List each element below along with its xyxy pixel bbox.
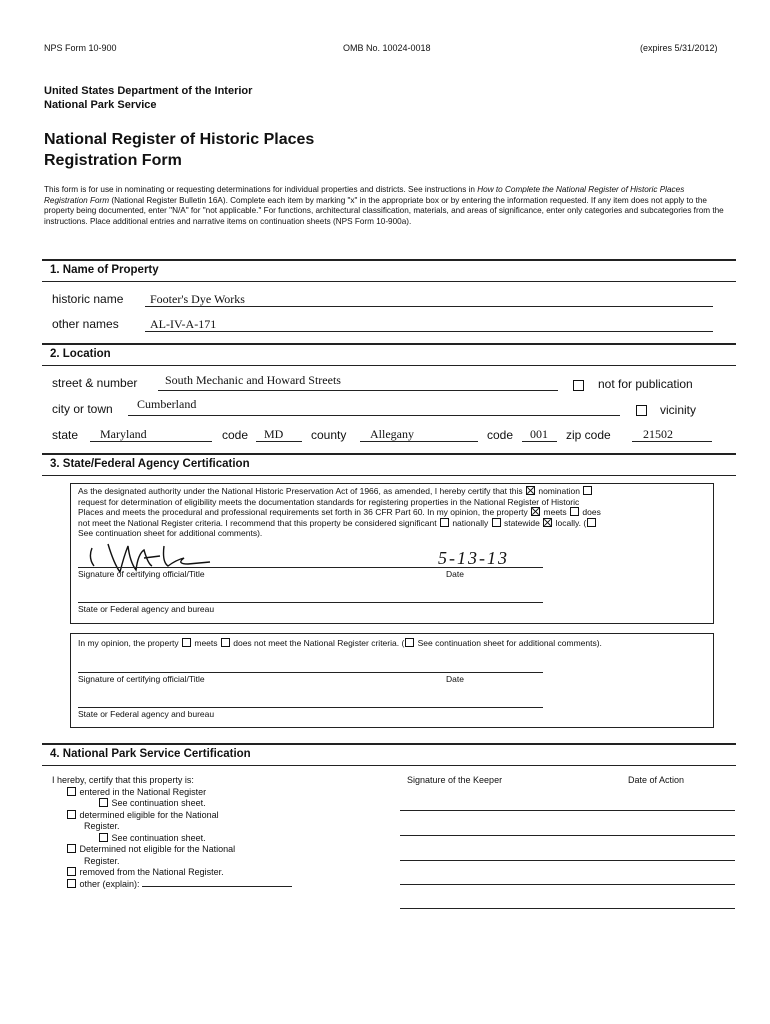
agency-line-1 [78,602,543,603]
section-2-header [42,343,736,366]
cert-text: does [580,507,601,517]
eligible-continuation-checkbox[interactable] [99,833,108,842]
entered-label: entered in the National Register [79,786,207,797]
not-for-publication-label: not for publication [598,377,693,391]
form-title-line2: Registration Form [44,152,182,169]
intro-text-1: This form is for use in nominating or requesting determinations for individual properties and districts. See instructions in [44,185,478,194]
entered-checkbox[interactable] [67,787,76,796]
entered-continuation-label: See continuation sheet. [111,798,206,808]
cert-text: Places and meets the procedural and professional requirements set forth in 36 CFR Part 60. In my opinion, the property [78,507,531,517]
does-not-meet-checkbox[interactable] [570,507,579,516]
determined-eligible-label-2: Register. [84,821,120,831]
section-4-header [42,743,736,766]
form-title-line1: National Register of Historic Places [44,131,315,148]
not-eligible-label: Determined not eligible for the National [79,844,236,854]
signature-label-1: Signature of certifying official/Title [78,569,205,579]
date-of-action-label: Date of Action [628,775,685,785]
section-3-title: 3. State/Federal Agency Certification [50,458,250,470]
other-names-label: other names [52,317,119,331]
historic-name-value[interactable]: Footer's Dye Works [150,292,245,306]
county-code-value[interactable]: 001 [530,427,548,441]
city-line [128,415,620,416]
cert-text: nationally [449,517,491,528]
county-value[interactable]: Allegany [370,427,414,441]
nps-intro: I hereby, certify that this property is: [52,775,194,785]
opinion-does-not-meet-checkbox[interactable] [221,638,230,647]
opinion-text: does not meet the National Register criteria. ( [230,638,405,648]
form-number: NPS Form 10-900 [44,43,117,53]
signature-line-1 [78,567,543,568]
section-2-title: 2. Location [50,348,111,360]
zip-label: zip code [566,428,611,442]
agency-label-2: State or Federal agency and bureau [78,709,215,719]
other-explain-line[interactable] [142,886,292,887]
request-checkbox[interactable] [583,486,592,495]
intro-paragraph [44,185,724,227]
state-value[interactable]: Maryland [100,427,147,441]
county-label: county [311,428,347,442]
other-label: other (explain): [79,878,140,889]
state-label: state [52,428,79,442]
cert-text: nomination [535,486,583,496]
section-3-header [42,453,736,476]
keeper-line-4[interactable] [400,884,735,885]
date-label-1: Date [446,569,464,579]
nps-certification-options [52,775,372,890]
cert-text: statewide [501,517,543,528]
keeper-line-1[interactable] [400,810,735,811]
omb-number: OMB No. 10024-0018 [343,43,431,53]
city-label: city or town [52,402,113,416]
cert-text: See continuation sheet for additional comments). [78,528,263,538]
county-code-label: code [487,428,514,442]
street-line [158,390,558,391]
signature-line-2 [78,672,543,673]
keeper-line-2[interactable] [400,835,735,836]
locally-checkbox[interactable] [543,518,552,527]
not-eligible-checkbox[interactable] [67,844,76,853]
agency-label-1: State or Federal agency and bureau [78,604,215,614]
other-names-value[interactable]: AL-IV-A-171 [150,317,217,331]
state-code-label: code [222,428,249,442]
meets-checkbox[interactable] [531,507,540,516]
keeper-signature-label: Signature of the Keeper [407,775,503,785]
service: National Park Service [44,99,157,111]
opinion-meets-checkbox[interactable] [182,638,191,647]
intro-text-italic: How to Complete the National Register of Historic Places Registration Form [44,185,685,205]
nationally-checkbox[interactable] [440,518,449,527]
continuation-checkbox[interactable] [587,518,596,527]
department: United States Department of the Interior [44,85,253,97]
determined-eligible-label: determined eligible for the National [79,809,219,820]
cert-text: meets [541,507,570,517]
determined-eligible-checkbox[interactable] [67,810,76,819]
cert-text: not meet the National Register criteria. I recommend that this property be considered significant [78,517,439,528]
opinion-text: See continuation sheet for additional comments). [415,638,602,648]
other-names-line [145,331,713,332]
expiration: (expires 5/31/2012) [640,43,718,53]
signature-label-2: Signature of certifying official/Title [78,674,205,684]
not-eligible-label-2: Register. [84,855,120,866]
keeper-line-5[interactable] [400,908,735,909]
removed-checkbox[interactable] [67,867,76,876]
zip-value[interactable]: 21502 [643,427,673,441]
opinion-statement [78,638,602,649]
historic-name-label: historic name [52,292,124,306]
certification-statement [78,486,710,539]
street-label: street & number [52,376,138,390]
section-4-title: 4. National Park Service Certification [50,748,251,760]
cert-text: request for determination of eligibility meets the documentation standards for registering properties in the National Register of Historic [78,496,580,507]
cert-text: As the designated authority under the National Historic Preservation Act of 1966, as amended, I hereby certify that this [78,486,525,496]
nomination-checkbox[interactable] [526,486,535,495]
other-checkbox[interactable] [67,879,76,888]
vicinity-checkbox[interactable] [635,402,648,420]
intro-text-2: (National Register Bulletin 16A). Complete each item by marking "x" in the appropriate box or by entering the information requested. If any item does not apply to the property being documented, enter "N/A" for "not applicable." For functions, architectural classification, materials, and areas of significance, enter only categories and subcategories from the instructions. Place additional entries and narrative items on continuation sheets (NPS Form 10-900a). [44,195,724,226]
opinion-text: In my opinion, the property [78,638,182,648]
opinion-continuation-checkbox[interactable] [405,638,414,647]
opinion-text: meets [192,638,220,648]
handwritten-date: 5-13-13 [438,548,509,568]
section-1-title: 1. Name of Property [50,264,159,276]
keeper-line-3[interactable] [400,860,735,861]
cert-text: locally. ( [553,517,587,528]
eligible-continuation-label: See continuation sheet. [111,832,206,843]
city-value[interactable]: Cumberland [137,397,197,411]
date-label-2: Date [446,674,464,684]
state-code-value[interactable]: MD [264,427,284,441]
statewide-checkbox[interactable] [492,518,501,527]
entered-continuation-checkbox[interactable] [99,798,108,807]
removed-label: removed from the National Register. [79,867,224,877]
not-for-publication-checkbox[interactable] [572,377,585,395]
vicinity-label: vicinity [660,403,697,417]
section-1-header [42,259,736,282]
street-value[interactable]: South Mechanic and Howard Streets [165,373,341,387]
agency-line-2 [78,707,543,708]
